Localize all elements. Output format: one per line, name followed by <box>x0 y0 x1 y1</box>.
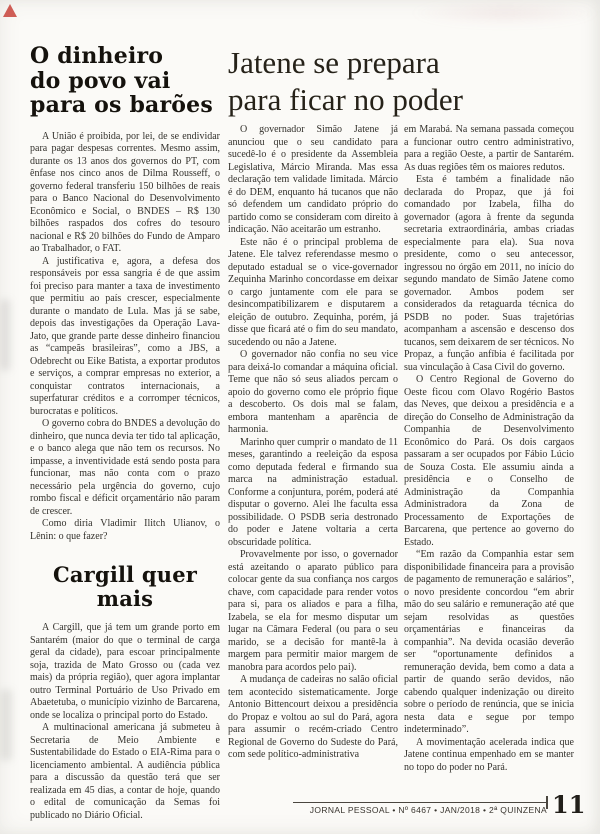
paragraph: Provavelmente por isso, o governador está azeitando o aparato público para colocar gente da sua confiança nos cargos chave, com capacidade para render votos para si, para os aliados e para a filha, Izabela, se ela for mesmo disputar um lugar na Câmara Federal (ou para o seu marido, se a decisão for mantê-la à margem para permitir maior margem de manobra para acordos pelo pai). <box>228 549 398 673</box>
paragraph: A União é proibida, por lei, de se endividar para pagar despesas correntes. Mesmo assim, durante os 13 anos dos governos do PT, com ênfase nos cinco anos de Dilma Rousseff, o governo federal transferiu 150 bilhões de reais para o Banco Nacional do Desenvolvimento Econômico e Social, o BNDES – R$ 130 bilhões raspados dos cofres do tesouro nacional e R$ 20 bilhões do Fundo de Amparo ao Trabalhador, o FAT. <box>30 130 220 254</box>
paragraph: A multinacional americana já submeteu à Secretaria de Meio Ambiente e Sustentabilidade do Estado o EIA-Rima para o licenciamento ambiental. A audiência pública para a discussão da questão terá que ser realizada em 45 dias, a contar de hoje, quando o edital de comunicação da Semas foi publicado no Diário Oficial. <box>30 722 220 821</box>
paragraph: Marinho quer cumprir o mandato de 11 meses, garantindo a reeleição da esposa como deputada federal e firmando sua marca na administração estadual. Conforme a conjuntura, porém, poderá até disputar o governo. Alei lhe faculta essa possibilidade. O PSDB seria destronado do poder e Jatene voltaria a certa obscuridade política. <box>228 436 398 548</box>
cargill-article-headline: Cargill quer mais <box>52 562 198 611</box>
main-article-column-2 <box>404 124 574 774</box>
paragraph: O governador não confia no seu vice para deixá-lo comandar a máquina oficial. Teme que não só seus aliados percam o apoio do governo como ele próprio fique a descoberto. Os dois mal se falam, embora mantenham a aparência de harmonia. <box>228 349 398 435</box>
paragraph: A mudança de cadeiras no salão oficial tem acontecido sistematicamente. Jorge Antonio Bittencourt deixou a presidência do Propaz e voltou ao sul do Pará, agora para assumir o recém-criado Centro Regional de Governo do Sudeste do Pará, com sede político-administrativa <box>228 674 398 760</box>
paragraph: A Cargill, que já tem um grande porto em Santarém (maior do que o terminal de carga geral da cidade), para escoar principalmente soja, trazida de Mato Grosso ou (cada vez mais) da própria região), quer agora implantar outro Terminal Portuário de Uso Privado em Abaetetuba, o município vizinho de Barcarena, onde se localiza o principal porto do Estado. <box>30 622 220 721</box>
main-headline-line-2: para ficar no poder <box>228 82 463 117</box>
main-article-column-1 <box>228 124 398 762</box>
paragraph: Este não é o principal problema de Jatene. Ele talvez referendasse mesmo o deputado estadual se o vice-governador Zequinha Marinho concordasse em deixar o cargo juntamente com ele para se desincompatibilizarem e disputarem a eleição de outubro. Zequinha, porém, já disse que ficará até o fim do seu mandato, sucedendo ou não a Jatene. <box>228 236 398 348</box>
paragraph: O governador Simão Jatene já anunciou que o seu candidato para sucedê-lo é o presidente da Assembleia Legislativa, Márcio Miranda. Mas essa declaração tem validade limitada. Márcio é do DEM, enquanto há tucanos que não só defendem um candidato próprio do partido como se consideram com direito à indicação. Não aceitarão um estranho. <box>228 124 398 235</box>
scan-smudge-left-upper <box>0 300 10 370</box>
paragraph: Esta é também a finalidade não declarada do Propaz, que já foi comandado por Izabela, filha do governador (agora à frente da segunda secretaria extraordinária, ambas criadas especialmente para ela). Sua nova presidente, como o seu antecessor, ingressou no órgão em 2011, no início do segundo mandato de Simão Jatene como governador. Ambos podem ser considerados da retaguarda técnica do PSDB no poder. Suas trajetórias acompanham a ascensão e descenso dos tucanos, sem deixarem de ser técnicos. No Propaz, a função anfíbia é facilitada por sua vinculação à Casa Civil do governo. <box>404 174 574 373</box>
paragraph: O Centro Regional de Governo do Oeste ficou com Olavo Rogério Bastos das Neves, que deixou a presidência e a direção do Conselho de Administração da Companhia de Desenvolvimento Econômico do Pará. Os dois cargaos passaram a ser ocupados por Fábio Lúcio de Souza Costa. Ele assumiu ainda a presidência e o Conselho de Administração da Companhia Administradora da Zona de Processamento de Exportações de Barcarena, que pertence ao governo do Estado. <box>404 374 574 548</box>
left-article-headline: O dinheiro do povo vai para os barões <box>30 43 213 118</box>
paragraph: Como diria Vladimir Ilitch Ulianov, o Lênin: o que fazer? <box>30 518 220 542</box>
paragraph: A justificativa e, agora, a defesa dos responsáveis por essa sangria é de que assim foi preciso para manter a taxa de investimento que permitiu ao país crescer, especialmente durante o mandato de Lula. Mas já se sabe, depois das investigações da Operação Lava-Jato, que grande parte desse dinheiro financiou as “campeãs brasileiras”, como a JBS, a Odebrecht ou Eike Batista, a exportar produtos e serviços, a comprar empresas no exterior, a conquistar contratos internacionais, a superfaturar créditos e a corromper técnicos, burocratas e políticos. <box>30 255 220 417</box>
page-number: 11 <box>552 790 586 819</box>
main-article-headline <box>228 44 600 118</box>
footer-credit-line: JORNAL PESSOAL • Nº 6467 • JAN/2018 • 2ª QUINZENA <box>309 805 547 815</box>
main-headline-line-1: Jatene se prepara <box>228 45 440 80</box>
paragraph: “Em razão da Companhia estar sem disponibilidade financeira para a provisão de pagamento de remuneração e salários”, o novo presidente concordou “em abrir mão do seu salário e remuneração até que sejam resolvidas as questões orçamentárias e financeiras da companhia”. Na devida ocasião deverão ser “oportunamente definidos a remuneração devida, bem como a data a partir de quando serão devidos, não cabendo qualquer indenização ou direito sobre o período de renúncia, que se inicia nesta data e segue por tempo indeterminado”. <box>404 549 574 735</box>
paragraph: A movimentação acelerada indica que Jatene continua empenhado em se manter no topo do poder no Pará. <box>404 736 574 773</box>
paragraph-continuation: em Marabá. Na semana passada começou a funcionar outro centro administrativo, para a região Oeste, a partir de Santarém. As duas regiões têm os maiores redutos. <box>404 124 574 173</box>
footer-rule <box>293 802 547 803</box>
red-corner-mark <box>3 4 17 17</box>
left-column <box>30 44 220 822</box>
page-footer <box>293 790 586 828</box>
scan-smudge-left-lower <box>0 690 12 760</box>
paragraph: O governo cobra do BNDES a devolução do dinheiro, que nunca devia ter tido tal aplicação, e o banco alega que não tem os recursos. No impasse, a inventividade está sendo posta para funcionar, mas não conta com o prazo necessário pela urgência do governo, cujo rombo fiscal e déficit orçamentário não param de crescer. <box>30 418 221 517</box>
scan-smudge-top-right <box>410 0 600 26</box>
